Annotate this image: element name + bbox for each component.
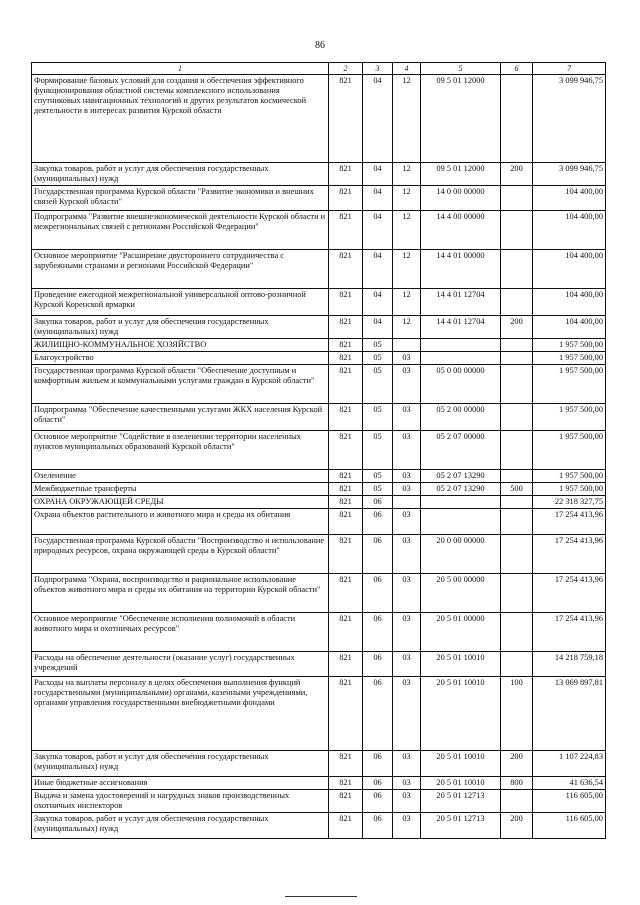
row-rz: 05	[363, 404, 393, 431]
row-pr: 03	[393, 470, 421, 483]
row-rz: 06	[363, 613, 393, 652]
row-sum: 3 099 946,75	[533, 75, 606, 163]
row-name: ОХРАНА ОКРУЖАЮЩЕЙ СРЕДЫ	[32, 496, 329, 509]
row-rz: 05	[363, 470, 393, 483]
row-csr: 05 2 07 13290	[421, 483, 501, 496]
row-sum: 17 254 413,96	[533, 613, 606, 652]
bottom-divider	[285, 896, 357, 897]
row-csr: 05 2 00 00000	[421, 404, 501, 431]
row-sum: 1 957 500,00	[533, 483, 606, 496]
row-ved: 821	[329, 365, 363, 404]
row-ved: 821	[329, 75, 363, 163]
row-vr	[501, 289, 533, 316]
row-rz: 06	[363, 751, 393, 777]
row-name: Формирование базовых условий для создания и обеспечения эффективного функционирования областной системы комплексного использования спутниковых навигационных технологий и других результатов космической деятельности в интересах развития Курской области	[32, 75, 329, 163]
row-pr: 03	[393, 790, 421, 813]
row-sum: 1 957 500,00	[533, 431, 606, 470]
row-ved: 821	[329, 777, 363, 790]
row-csr: 20 5 01 12713	[421, 790, 501, 813]
column-header: 6	[501, 63, 533, 75]
table-row	[32, 790, 606, 813]
table-row	[32, 777, 606, 790]
row-pr: 03	[393, 352, 421, 365]
row-pr: 03	[393, 652, 421, 677]
row-csr: 14 4 01 12704	[421, 289, 501, 316]
row-csr: 05 2 07 00000	[421, 431, 501, 470]
table-row	[32, 289, 606, 316]
row-vr: 100	[501, 677, 533, 751]
row-pr: 03	[393, 404, 421, 431]
row-pr: 12	[393, 163, 421, 186]
row-rz: 05	[363, 365, 393, 404]
row-name: Государственная программа Курской области "Воспроизводство и использование природных ресурсов, охрана окружающей среды в Курской области"	[32, 535, 329, 574]
row-vr	[501, 574, 533, 613]
row-pr	[393, 339, 421, 352]
row-sum: 14 218 759,18	[533, 652, 606, 677]
row-sum: 1 957 500,00	[533, 365, 606, 404]
row-vr	[501, 211, 533, 250]
row-sum: 116 605,00	[533, 813, 606, 839]
row-name: Закупка товаров, работ и услуг для обеспечения государственных (муниципальных) нужд	[32, 813, 329, 839]
row-pr: 12	[393, 250, 421, 289]
row-sum: 17 254 413,96	[533, 574, 606, 613]
column-header: 4	[393, 63, 421, 75]
row-pr: 12	[393, 186, 421, 211]
row-pr: 03	[393, 751, 421, 777]
row-csr: 05 0 00 00000	[421, 365, 501, 404]
row-csr: 09 5 01 12000	[421, 163, 501, 186]
row-vr: 200	[501, 813, 533, 839]
row-csr: 09 5 01 12000	[421, 75, 501, 163]
row-sum: 104 400,00	[533, 250, 606, 289]
row-sum: 1 957 500,00	[533, 404, 606, 431]
table-row	[32, 404, 606, 431]
row-vr	[501, 250, 533, 289]
row-ved: 821	[329, 613, 363, 652]
row-csr: 05 2 07 13290	[421, 470, 501, 483]
row-ved: 821	[329, 352, 363, 365]
table-row	[32, 352, 606, 365]
table-row	[32, 431, 606, 470]
row-vr: 200	[501, 316, 533, 339]
page-number: 86	[315, 40, 325, 51]
row-ved: 821	[329, 470, 363, 483]
row-name: Расходы на выплаты персоналу в целях обеспечения выполнения функций государственными (муниципальными) органами, казенными учреждениями, органами управления государственными внебюджетными фондами	[32, 677, 329, 751]
row-name: Озеленение	[32, 470, 329, 483]
row-name: Государственная программа Курской области "Обеспечение доступным и комфортным жильем и коммунальными услугами граждан в Курской области"	[32, 365, 329, 404]
row-csr: 20 5 01 10010	[421, 777, 501, 790]
row-pr: 12	[393, 289, 421, 316]
row-name: Охрана объектов растительного и животного мира и среды их обитания	[32, 509, 329, 535]
row-ved: 821	[329, 404, 363, 431]
row-ved: 821	[329, 483, 363, 496]
row-vr: 200	[501, 751, 533, 777]
row-ved: 821	[329, 677, 363, 751]
row-pr: 03	[393, 509, 421, 535]
row-csr: 14 4 01 12704	[421, 316, 501, 339]
row-pr: 03	[393, 777, 421, 790]
row-vr	[501, 613, 533, 652]
row-csr	[421, 496, 501, 509]
table-row	[32, 496, 606, 509]
row-rz: 06	[363, 574, 393, 613]
column-header: 2	[329, 63, 363, 75]
row-vr	[501, 496, 533, 509]
row-pr: 03	[393, 677, 421, 751]
row-ved: 821	[329, 186, 363, 211]
row-csr: 20 5 01 12713	[421, 813, 501, 839]
row-ved: 821	[329, 652, 363, 677]
column-header: 7	[533, 63, 606, 75]
row-rz: 04	[363, 186, 393, 211]
table-row	[32, 574, 606, 613]
row-rz: 06	[363, 535, 393, 574]
column-header: 3	[363, 63, 393, 75]
row-sum: 104 400,00	[533, 289, 606, 316]
row-name: Основное мероприятие "Расширение двустороннего сотрудничества с зарубежными странами и регионами Российской Федерации"	[32, 250, 329, 289]
table-row	[32, 365, 606, 404]
row-pr: 03	[393, 613, 421, 652]
table-row	[32, 250, 606, 289]
row-rz: 06	[363, 777, 393, 790]
row-vr	[501, 509, 533, 535]
row-ved: 821	[329, 790, 363, 813]
table-row	[32, 316, 606, 339]
row-name: Подпрограмма "Обеспечение качественными услугами ЖКХ населения Курской области"	[32, 404, 329, 431]
table-row	[32, 211, 606, 250]
row-csr	[421, 339, 501, 352]
column-header: 1	[32, 63, 329, 75]
row-name: Расходы на обеспечение деятельности (оказание услуг) государственных учреждений	[32, 652, 329, 677]
row-ved: 821	[329, 751, 363, 777]
row-rz: 04	[363, 289, 393, 316]
column-number-header-row	[32, 63, 606, 75]
row-ved: 821	[329, 535, 363, 574]
row-rz: 05	[363, 339, 393, 352]
row-rz: 06	[363, 813, 393, 839]
table-row	[32, 509, 606, 535]
row-vr	[501, 186, 533, 211]
row-rz: 04	[363, 250, 393, 289]
row-csr: 20 5 01 10010	[421, 751, 501, 777]
row-name: Основное мероприятие "Содействие в озеленении территории населенных пунктов муниципальных образований Курской области"	[32, 431, 329, 470]
row-ved: 821	[329, 211, 363, 250]
row-name: ЖИЛИЩНО-КОММУНАЛЬНОЕ ХОЗЯЙСТВО	[32, 339, 329, 352]
row-csr: 20 5 01 00000	[421, 613, 501, 652]
row-pr: 03	[393, 483, 421, 496]
column-header: 5	[421, 63, 501, 75]
row-sum: 17 254 413,96	[533, 535, 606, 574]
table-row	[32, 535, 606, 574]
row-rz: 06	[363, 677, 393, 751]
row-pr: 03	[393, 813, 421, 839]
row-name: Межбюджетные трансферты	[32, 483, 329, 496]
row-pr: 03	[393, 574, 421, 613]
row-vr	[501, 352, 533, 365]
row-vr	[501, 535, 533, 574]
table-row	[32, 470, 606, 483]
row-vr	[501, 470, 533, 483]
row-ved: 821	[329, 250, 363, 289]
row-vr	[501, 790, 533, 813]
row-csr: 20 5 01 10010	[421, 652, 501, 677]
table-row	[32, 677, 606, 751]
row-sum: 1 107 224,83	[533, 751, 606, 777]
row-csr: 20 0 00 00000	[421, 535, 501, 574]
row-sum: 116 605,00	[533, 790, 606, 813]
row-name: Проведение ежегодной межрегиональной универсальной оптово-розничной Курской Коренской ярмарки	[32, 289, 329, 316]
row-sum: 13 069 897,81	[533, 677, 606, 751]
row-sum: 3 099 946,75	[533, 163, 606, 186]
row-pr: 12	[393, 211, 421, 250]
row-pr: 03	[393, 431, 421, 470]
table-row	[32, 813, 606, 839]
row-ved: 821	[329, 431, 363, 470]
row-sum: 104 400,00	[533, 186, 606, 211]
row-rz: 04	[363, 211, 393, 250]
row-vr: 200	[501, 163, 533, 186]
row-rz: 05	[363, 352, 393, 365]
row-sum: 1 957 500,00	[533, 352, 606, 365]
table-row	[32, 483, 606, 496]
row-rz: 04	[363, 316, 393, 339]
row-pr: 03	[393, 535, 421, 574]
budget-table	[31, 62, 606, 839]
row-ved: 821	[329, 163, 363, 186]
row-rz: 05	[363, 483, 393, 496]
row-csr	[421, 509, 501, 535]
row-vr: 500	[501, 483, 533, 496]
row-vr	[501, 339, 533, 352]
row-name: Благоустройство	[32, 352, 329, 365]
row-rz: 06	[363, 652, 393, 677]
row-rz: 04	[363, 75, 393, 163]
row-pr: 12	[393, 75, 421, 163]
row-ved: 821	[329, 289, 363, 316]
row-csr: 20 5 01 10010	[421, 677, 501, 751]
row-vr	[501, 652, 533, 677]
row-csr: 14 4 01 00000	[421, 250, 501, 289]
row-name: Закупка товаров, работ и услуг для обеспечения государственных (муниципальных) нужд	[32, 751, 329, 777]
row-name: Выдача и замена удостоверений и нагрудных знаков производственных охотничьих инспекторов	[32, 790, 329, 813]
row-sum: 104 400,00	[533, 316, 606, 339]
row-pr: 03	[393, 365, 421, 404]
row-ved: 821	[329, 509, 363, 535]
row-vr	[501, 431, 533, 470]
row-ved: 821	[329, 316, 363, 339]
row-rz: 04	[363, 163, 393, 186]
row-vr	[501, 75, 533, 163]
row-name: Государственная программа Курской области "Развитие экономики и внешних связей Курской области"	[32, 186, 329, 211]
row-rz: 06	[363, 790, 393, 813]
row-ved: 821	[329, 813, 363, 839]
row-vr	[501, 404, 533, 431]
row-name: Подпрограмма "Развитие внешнеэкономической деятельности Курской области и межрегиональных связей с регионами Российской Федерации"	[32, 211, 329, 250]
table-row	[32, 751, 606, 777]
row-ved: 821	[329, 339, 363, 352]
row-sum: 104 400,00	[533, 211, 606, 250]
row-sum: 1 957 500,00	[533, 339, 606, 352]
row-sum: 22 318 327,75	[533, 496, 606, 509]
row-name: Основное мероприятие "Обеспечение исполнения полномочий в области животного мира и охотничьих ресурсов"	[32, 613, 329, 652]
row-pr	[393, 496, 421, 509]
table-row	[32, 186, 606, 211]
row-ved: 821	[329, 496, 363, 509]
row-pr: 12	[393, 316, 421, 339]
table-row	[32, 613, 606, 652]
row-csr: 14 0 00 00000	[421, 186, 501, 211]
row-vr	[501, 365, 533, 404]
row-rz: 06	[363, 496, 393, 509]
row-sum: 41 636,54	[533, 777, 606, 790]
row-rz: 06	[363, 509, 393, 535]
table-row	[32, 75, 606, 163]
row-name: Подпрограмма "Охрана, воспроизводство и рациональное использование объектов животного мира и среды их обитания на территории Курской области"	[32, 574, 329, 613]
row-csr	[421, 352, 501, 365]
row-ved: 821	[329, 574, 363, 613]
row-rz: 05	[363, 431, 393, 470]
table-row	[32, 339, 606, 352]
row-csr: 14 4 00 00000	[421, 211, 501, 250]
table-row	[32, 163, 606, 186]
row-name: Закупка товаров, работ и услуг для обеспечения государственных (муниципальных) нужд	[32, 163, 329, 186]
row-vr: 800	[501, 777, 533, 790]
row-name: Закупка товаров, работ и услуг для обеспечения государственных (муниципальных) нужд	[32, 316, 329, 339]
row-sum: 1 957 500,00	[533, 470, 606, 483]
row-sum: 17 254 413,96	[533, 509, 606, 535]
table-row	[32, 652, 606, 677]
row-name: Иные бюджетные ассигнования	[32, 777, 329, 790]
row-csr: 20 5 00 00000	[421, 574, 501, 613]
